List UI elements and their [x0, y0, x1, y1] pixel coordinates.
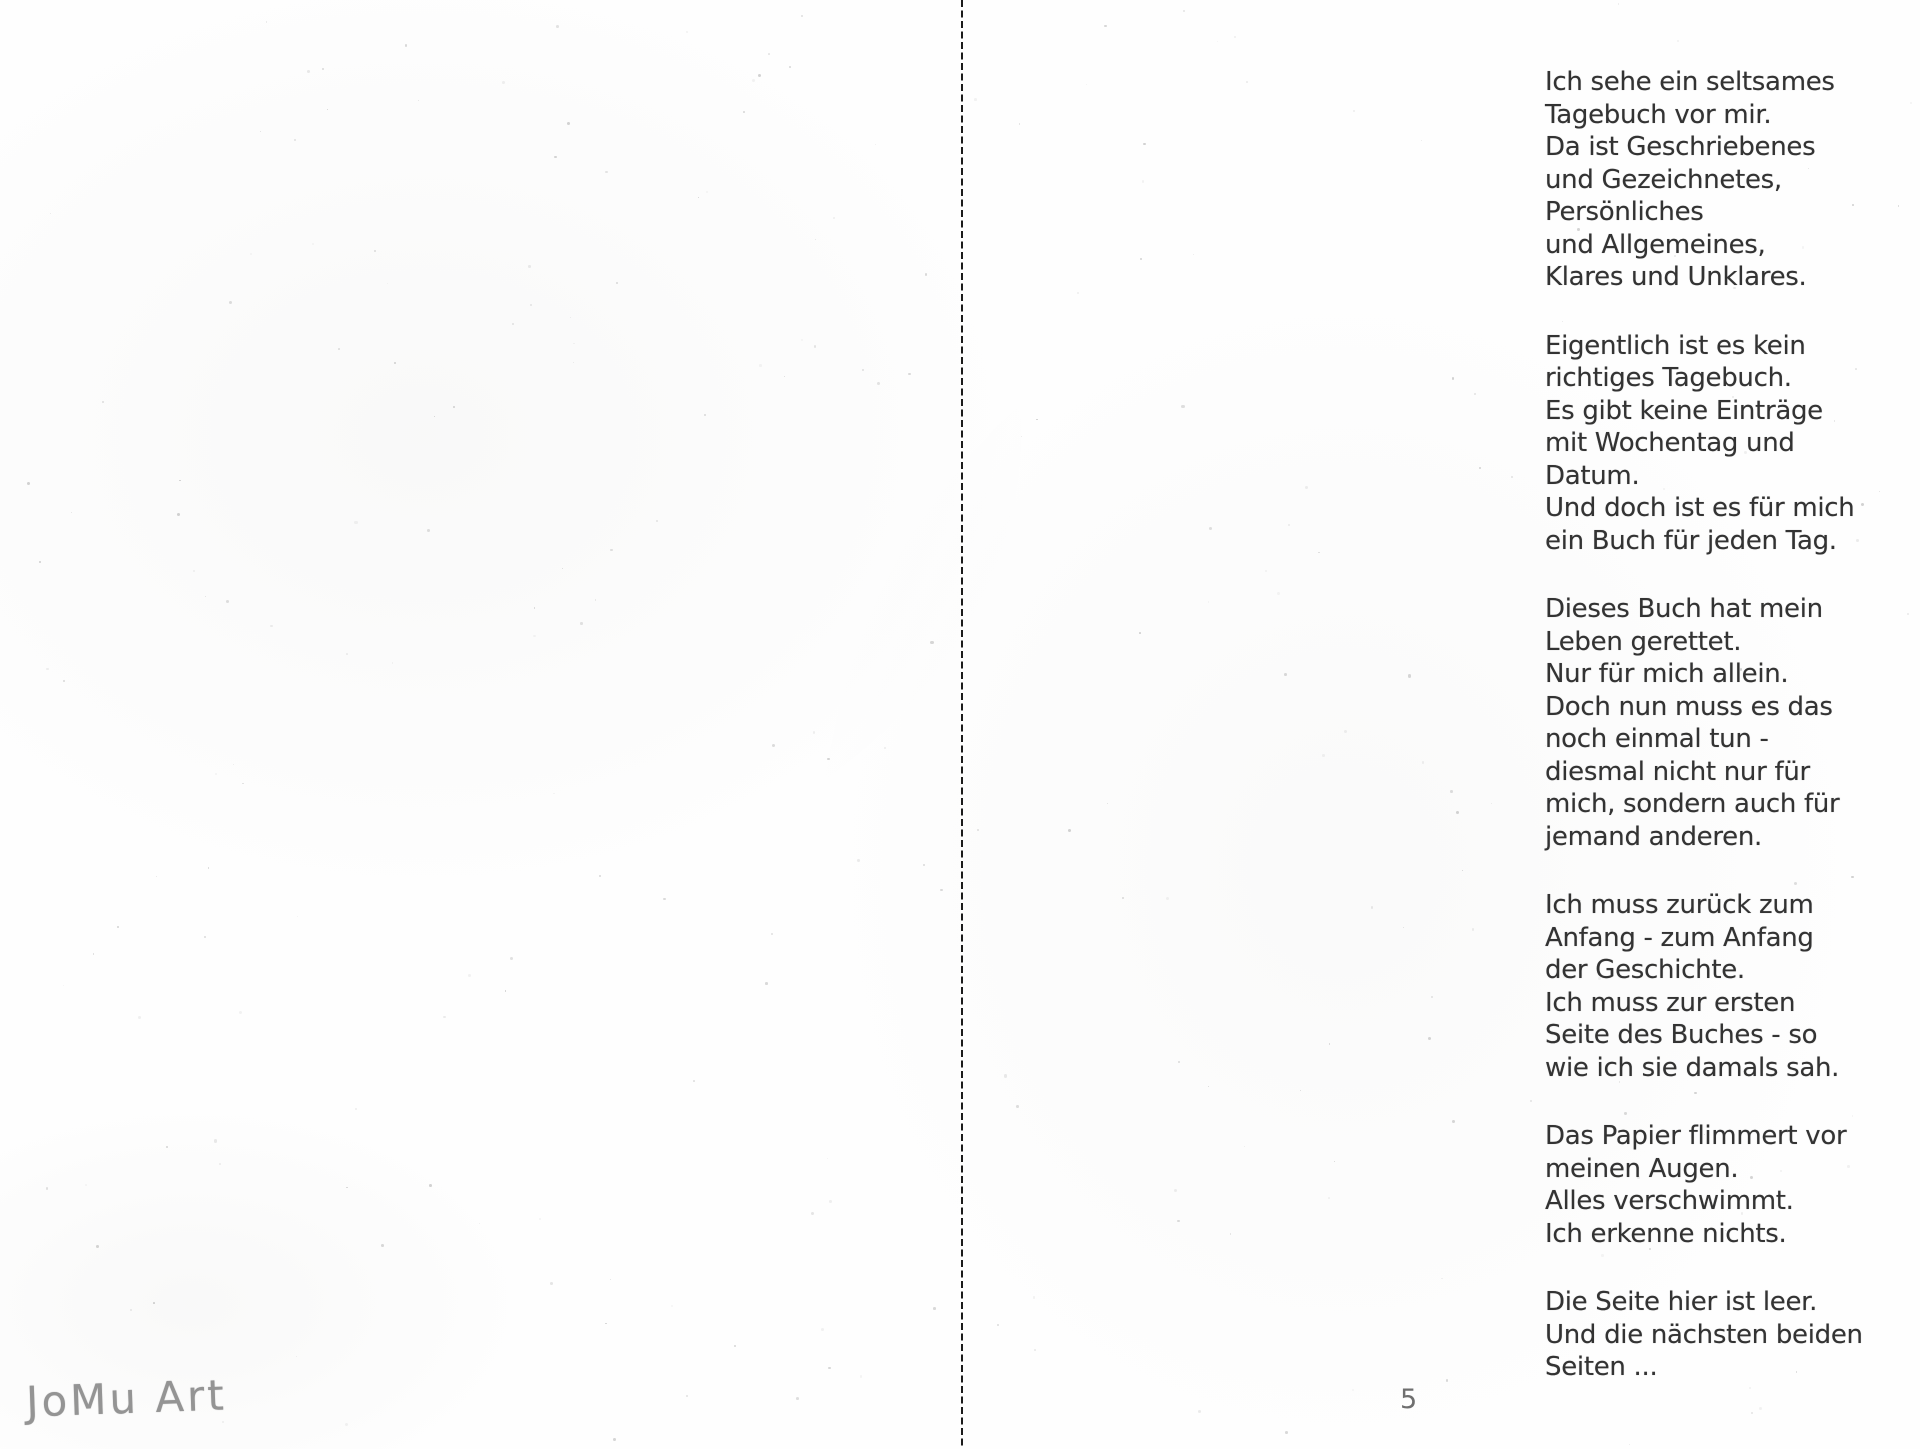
poem-line: wie ich sie damals sah.: [1545, 1052, 1840, 1083]
poem-line: Dieses Buch hat mein: [1545, 594, 1823, 624]
poem-line: Seiten ...: [1545, 1352, 1658, 1382]
poem-line: jemand anderen.: [1545, 821, 1762, 852]
poem-line: meinen Augen.: [1545, 1153, 1739, 1184]
poem-line: noch einmal tun -: [1545, 724, 1769, 754]
poem-line: Anfang - zum Anfang: [1545, 922, 1814, 953]
poem-stanza: [1545, 593, 1863, 853]
poem-text: [1545, 66, 1863, 1420]
poem-stanza: [1545, 66, 1863, 294]
poem-line: und Allgemeines,: [1545, 229, 1766, 260]
right-page: [963, 0, 1920, 1449]
poem-line: Das Papier flimmert vor: [1545, 1121, 1847, 1151]
poem-line: Ich muss zurück zum: [1545, 890, 1814, 920]
poem-stanza: [1545, 889, 1863, 1084]
poem-line: Tagebuch vor mir.: [1545, 99, 1772, 130]
poem-line: Alles verschwimmt.: [1545, 1186, 1794, 1216]
poem-line: der Geschichte.: [1545, 955, 1745, 985]
poem-line: Ich sehe ein seltsames: [1545, 67, 1835, 97]
poem-stanza: [1545, 1286, 1863, 1384]
poem-line: Ich erkenne nichts.: [1545, 1218, 1787, 1249]
poem-line: Die Seite hier ist leer.: [1545, 1287, 1818, 1317]
poem-line: Eigentlich ist es kein: [1545, 330, 1806, 361]
page-number: 5: [1400, 1384, 1418, 1415]
poem-line: Und die nächsten beiden: [1545, 1319, 1863, 1350]
poem-line: Da ist Geschriebenes: [1545, 132, 1816, 162]
artist-signature: JoMu Art: [25, 1370, 228, 1427]
poem-line: mit Wochentag und: [1545, 428, 1795, 458]
poem-line: Klares und Unklares.: [1545, 262, 1807, 292]
poem-line: ein Buch für jeden Tag.: [1545, 525, 1837, 556]
poem-line: Datum.: [1545, 460, 1640, 491]
poem-line: Persönliches: [1545, 197, 1704, 227]
poem-line: diesmal nicht nur für: [1545, 756, 1810, 787]
poem-line: Ich muss zur ersten: [1545, 987, 1796, 1018]
poem-stanza: [1545, 1120, 1863, 1250]
poem-line: Seite des Buches - so: [1545, 1020, 1818, 1050]
poem-line: Doch nun muss es das: [1545, 691, 1833, 722]
poem-line: und Gezeichnetes,: [1545, 164, 1782, 195]
poem-line: Es gibt keine Einträge: [1545, 395, 1823, 426]
poem-line: richtiges Tagebuch.: [1545, 363, 1792, 393]
poem-line: Nur für mich allein.: [1545, 659, 1789, 689]
poem-stanza: [1545, 330, 1863, 558]
poem-line: Und doch ist es für mich: [1545, 493, 1855, 523]
poem-line: mich, sondern auch für: [1545, 789, 1840, 819]
poem-line: Leben gerettet.: [1545, 626, 1742, 657]
